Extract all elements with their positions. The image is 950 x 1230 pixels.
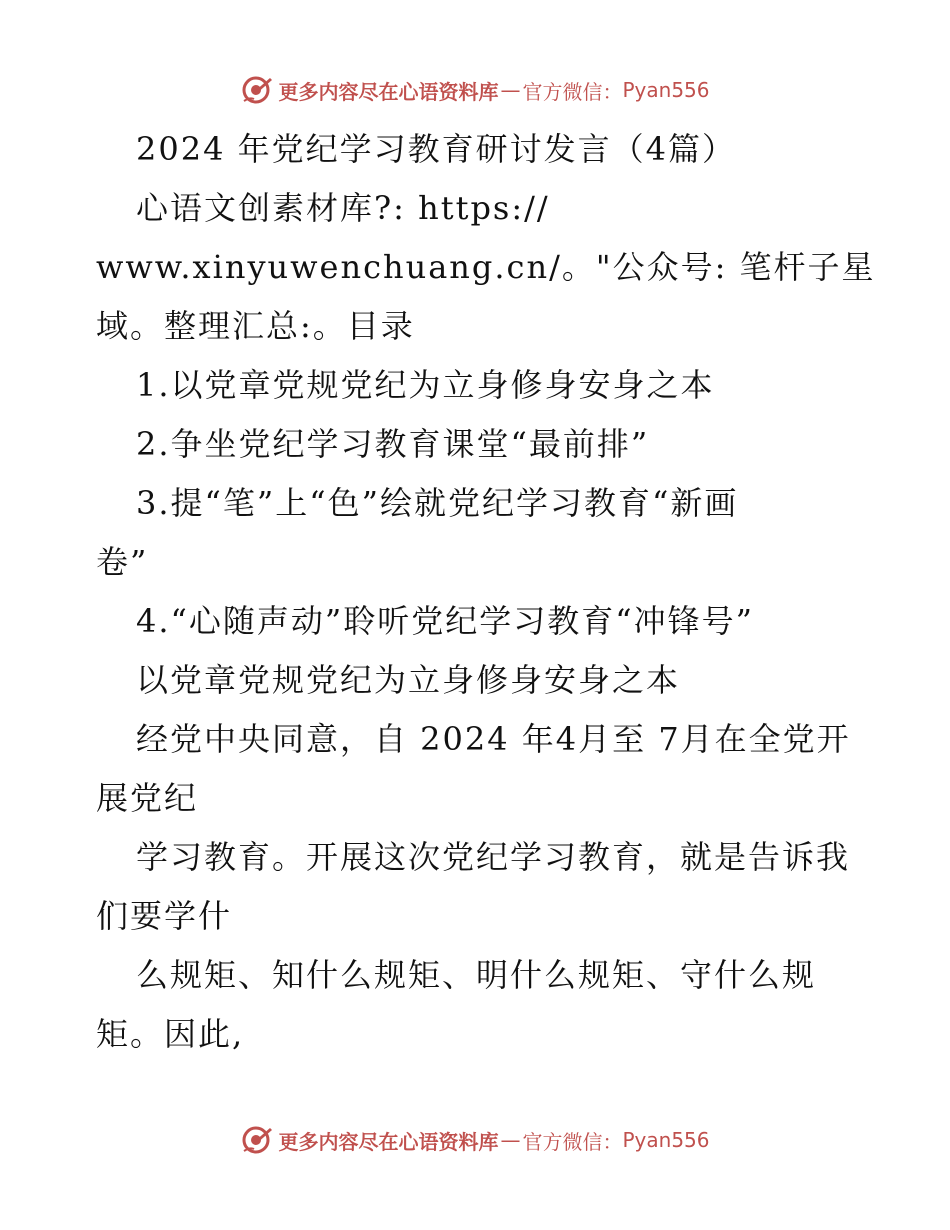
text-line: 么规矩、知什么规矩、明什么规矩、守什么规 bbox=[136, 956, 817, 994]
text-line: 1.以党章党规党纪为立身修身安身之本 bbox=[136, 366, 715, 404]
text-line: 学习教育。开展这次党纪学习教育，就是告诉我 bbox=[136, 838, 851, 876]
pen-logo-icon bbox=[240, 1123, 274, 1157]
wechat-id: Pyan556 bbox=[622, 78, 710, 102]
banner-text: 更多内容尽在心语资料库 bbox=[278, 79, 499, 104]
text-line: 以党章党规党纪为立身修身安身之本 bbox=[136, 661, 681, 699]
text-line: 矩。因此, bbox=[96, 1015, 245, 1053]
text-line: 2024 年党纪学习教育研讨发言（4篇） bbox=[136, 130, 736, 168]
text-line: www.xinyuwenchuang.cn/。"公众号: 笔杆子星 bbox=[96, 248, 876, 286]
banner-separator: — bbox=[500, 1128, 521, 1152]
header-banner bbox=[0, 70, 950, 110]
wechat-label: 官方微信： bbox=[522, 1129, 623, 1154]
text-line: 卷” bbox=[96, 543, 149, 581]
pen-logo-icon bbox=[240, 73, 274, 107]
text-line: 展党纪 bbox=[96, 779, 199, 817]
text-line: 域。整理汇总:。目录 bbox=[96, 307, 415, 345]
text-line: 们要学什 bbox=[96, 897, 233, 935]
banner-separator: — bbox=[500, 78, 521, 102]
text-line: 心语文创素材库?: https:// bbox=[136, 189, 550, 227]
footer-banner bbox=[0, 1120, 950, 1160]
wechat-label: 官方微信： bbox=[522, 79, 623, 104]
text-line: 4.“心随声动”聆听党纪学习教育“冲锋号” bbox=[136, 602, 754, 640]
text-line: 3.提“笔”上“色”绘就党纪学习教育“新画 bbox=[136, 484, 739, 522]
wechat-id: Pyan556 bbox=[622, 1128, 710, 1152]
text-line: 2.争坐党纪学习教育课堂“最前排” bbox=[136, 425, 650, 463]
text-line: 经党中央同意，自 2024 年4月至 7月在全党开 bbox=[136, 720, 851, 758]
document-body bbox=[96, 120, 876, 1064]
banner-text: 更多内容尽在心语资料库 bbox=[278, 1129, 499, 1154]
